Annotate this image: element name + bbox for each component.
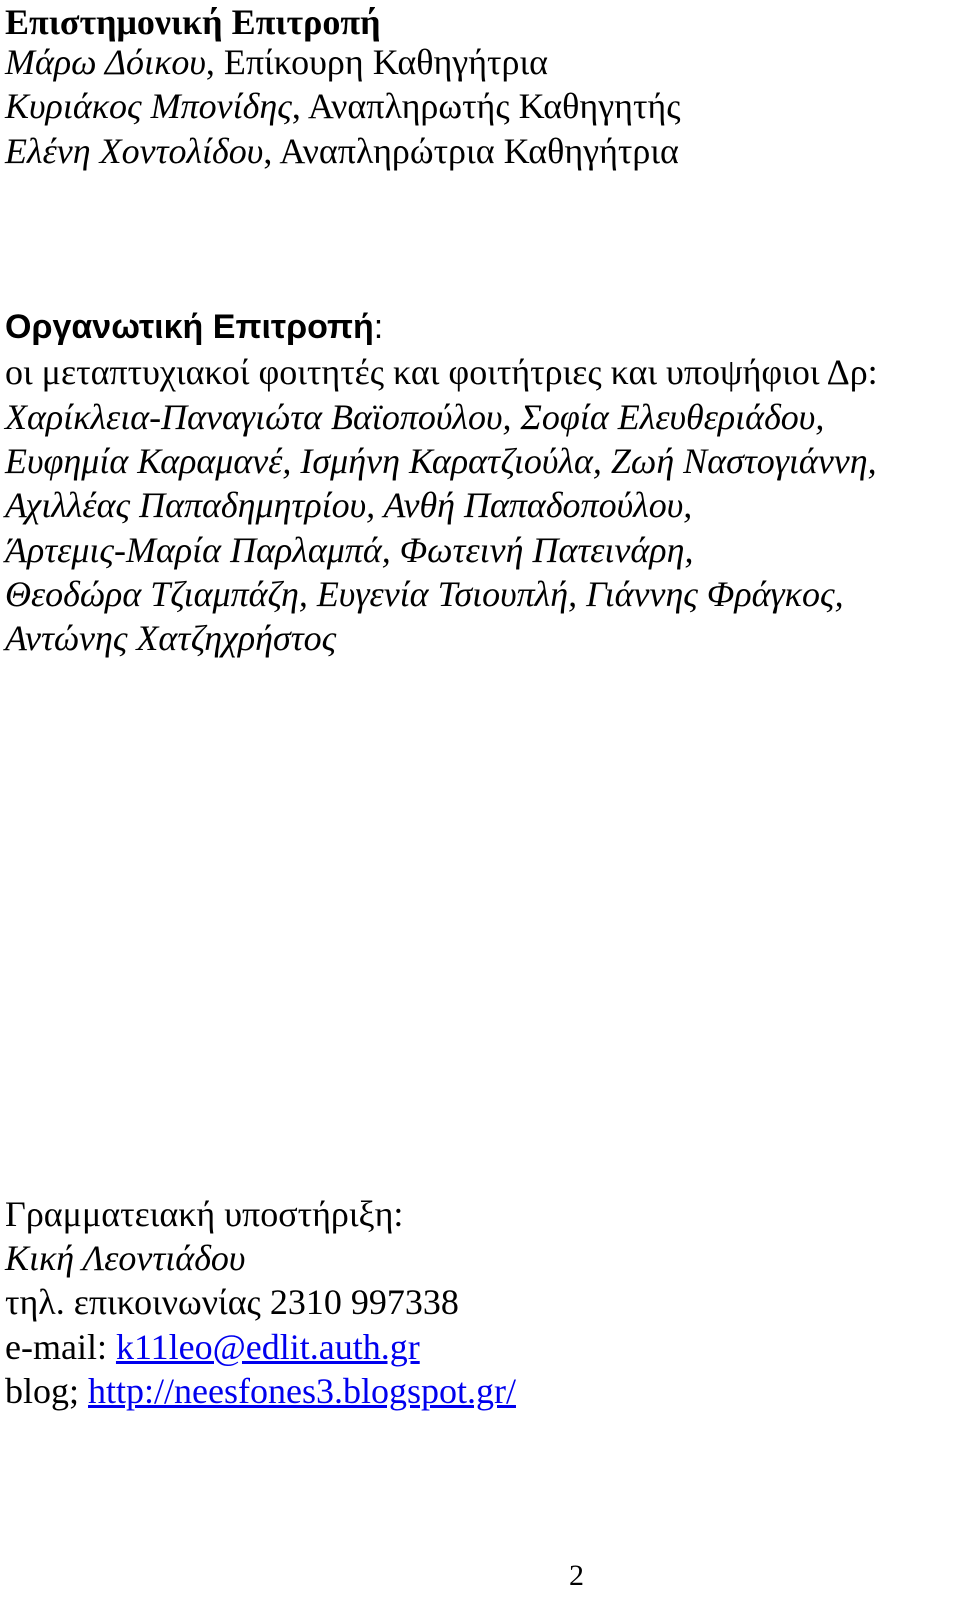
organizing-committee-colon: : [373,308,384,346]
scientific-committee-title: Επιστημονική Επιτροπή [5,2,381,42]
email-label: e-mail: [5,1327,116,1367]
organizer-names-line: Αχιλλέας Παπαδημητρίου, Ανθή Παπαδοπούλου, [5,485,693,525]
member-role: , Επίκουρη Καθηγήτρια [205,42,548,82]
organizer-names-line: Χαρίκλεια-Παναγιώτα Βαϊοπούλου, Σοφία Ελευθεριάδου, [5,397,825,437]
blog-label: blog; [5,1371,89,1411]
member-name: Ελένη Χοντολίδου [5,131,264,171]
organizer-names-line: Θεοδώρα Τζιαμπάζη, Ευγενία Τσιουπλή, Γιάννης Φράγκος, [5,574,844,614]
organizing-committee-title: Οργανωτική Επιτροπή [5,308,374,346]
committee-member [5,129,679,173]
phone-number: 2310 997338 [269,1282,459,1322]
secretariat-title: Γραμματειακή υποστήριξη: [5,1194,404,1234]
organizer-names-line: Ευφημία Καραμανέ, Ισμήνη Καρατζιούλα, Ζωή Ναστογιάννη, [5,441,877,481]
organizer-names-line: Άρτεμις-Μαρία Παρλαμπά, Φωτεινή Πατεινάρη, [5,530,694,570]
phone-line [5,1280,459,1324]
blog-line [5,1369,516,1413]
email-link[interactable]: k11leo@edlit.auth.gr [115,1327,420,1367]
committee-member [5,40,548,84]
member-name: Κυριάκος Μπονίδης [5,86,292,126]
committee-member [5,84,681,128]
member-role: , Αναπληρώτρια Καθηγήτρια [263,131,679,171]
blog-link[interactable]: http://neesfones3.blogspot.gr/ [88,1371,516,1411]
organizer-names-line: Αντώνης Χατζηχρήστος [5,618,337,658]
member-role: , Αναπληρωτής Καθηγητής [291,86,681,126]
member-name: Μάρω Δόικου [5,42,206,82]
organizing-committee-intro: οι μεταπτυχιακοί φοιτητές και φοιτήτριες και υποψήφιοι Δρ: [5,352,878,392]
email-line [5,1325,420,1369]
secretariat-name: Κική Λεοντιάδου [5,1238,246,1278]
organizing-committee-heading [5,305,383,349]
page-number: 2 [569,1559,584,1592]
phone-label: τηλ. επικοινωνίας [5,1282,270,1322]
